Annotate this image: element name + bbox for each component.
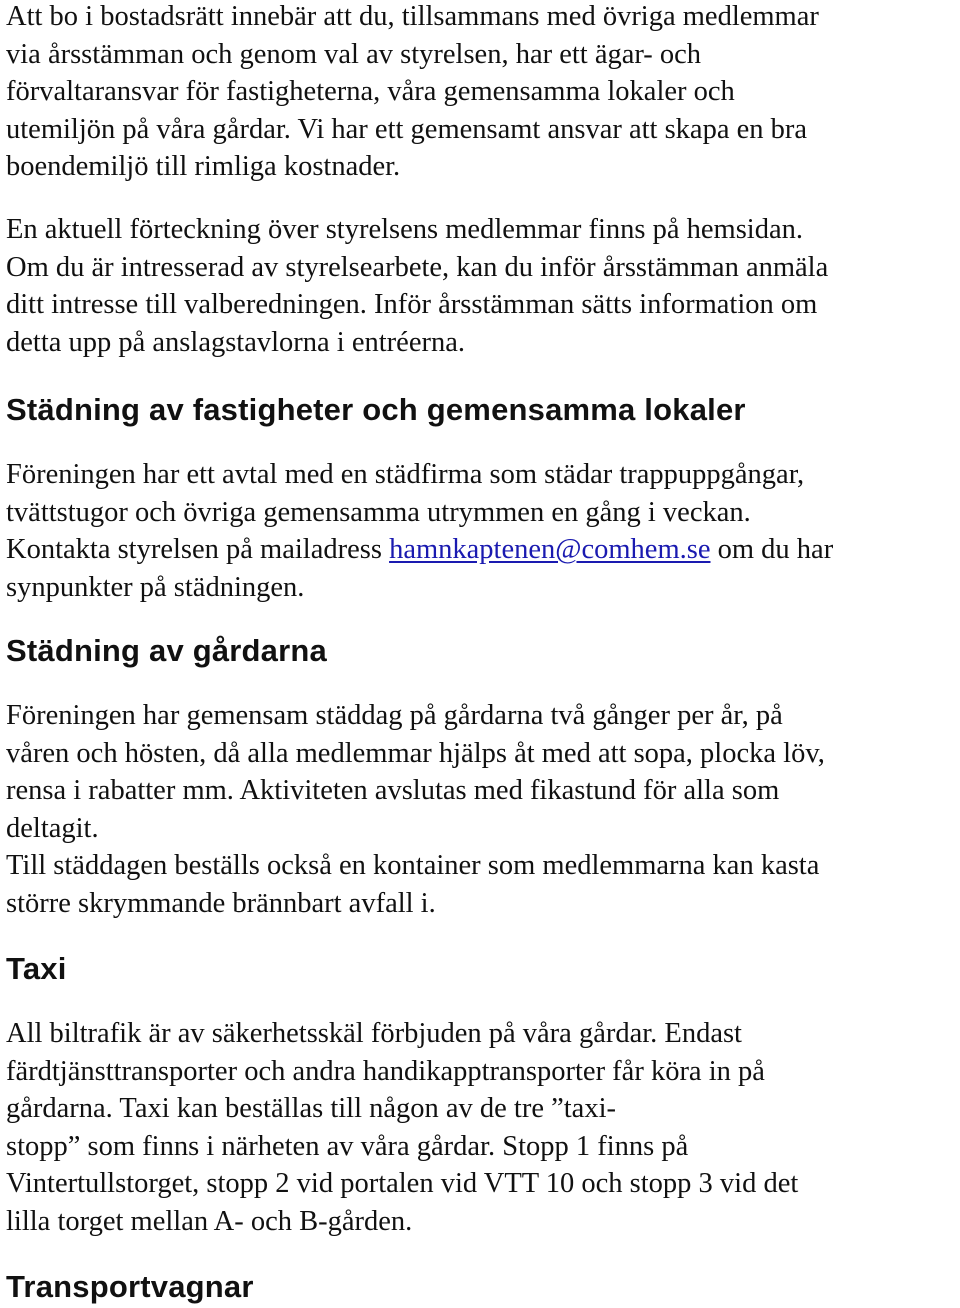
board-line: detta upp på anslagstavlorna i entréerna. [6,326,465,358]
yards-line: våren och hösten, då alla medlemmar hjälps åt med att sopa, plocka löv, [6,737,825,769]
cleaning-line: Föreningen har ett avtal med en städfirma som städar trappuppgångar, [6,459,805,490]
taxi-line: stopp” som finns i närheten av våra gårdar. Stopp 1 finns på [6,1130,689,1162]
cleaning-contact-line [6,531,833,569]
intro-line: boendemiljö till rimliga kostnader. [6,151,401,183]
contact-suffix: om du har [710,534,834,566]
email-link[interactable]: hamnkaptenen@comhem.se [389,534,711,566]
contact-prefix: Kontakta styrelsen på mailadress [6,534,390,566]
intro-line: Att bo i bostadsrätt innebär att du, tillsammans med övriga medlemmar [6,1,819,32]
cleaning-line: synpunkter på städningen. [6,571,305,603]
yards-line: Till städdagen beställs också en kontainer som medlemmarna kan kasta [6,850,820,882]
taxi-line: gårdarna. Taxi kan beställas till någon av de tre ”taxi- [6,1093,616,1125]
yards-heading: Städning av gårdarna [6,633,327,668]
yards-line: Föreningen har gemensam städdag på gårdarna två gånger per år, på [6,700,783,731]
yards-line: större skrymmande brännbart avfall i. [6,887,436,919]
board-line: En aktuell förteckning över styrelsens medlemmar finns på hemsidan. [6,214,803,245]
cleaning-line: tvättstugor och övriga gemensamma utrymmen en gång i veckan. [6,496,751,528]
intro-line: förvaltaransvar för fastigheterna, våra gemensamma lokaler och [6,76,735,108]
intro-paragraph [6,0,819,186]
taxi-line: Vintertullstorget, stopp 2 vid portalen vid VTT 10 och stopp 3 vid det [6,1168,799,1200]
cleaning-heading: Städning av fastigheter och gemensamma lokaler [6,392,746,427]
board-line: ditt intresse till valberedningen. Inför årsstämman sätts information om [6,289,818,321]
cleaning-paragraph [6,456,833,606]
intro-line: via årsstämman och genom val av styrelsen, har ett ägar- och [6,38,702,70]
intro-line: utemiljön på våra gårdar. Vi har ett gemensamt ansvar att skapa en bra [6,113,808,145]
yards-line: deltagit. [6,812,99,844]
taxi-line: färdtjänsttransporter och andra handikapptransporter får köra in på [6,1055,765,1087]
taxi-line: All biltrafik är av säkerhetsskäl förbjuden på våra gårdar. Endast [6,1018,742,1049]
yards-paragraph [6,697,825,923]
taxi-paragraph [6,1015,798,1241]
transport-heading: Transportvagnar [6,1269,254,1304]
taxi-heading: Taxi [6,951,67,986]
board-line: Om du är intresserad av styrelsearbete, kan du inför årsstämman anmäla [6,251,829,283]
yards-line: rensa i rabatter mm. Aktiviteten avslutas med fikastund för alla som [6,775,780,807]
taxi-line: lilla torget mellan A- och B-gården. [6,1205,413,1237]
board-paragraph [6,211,828,361]
